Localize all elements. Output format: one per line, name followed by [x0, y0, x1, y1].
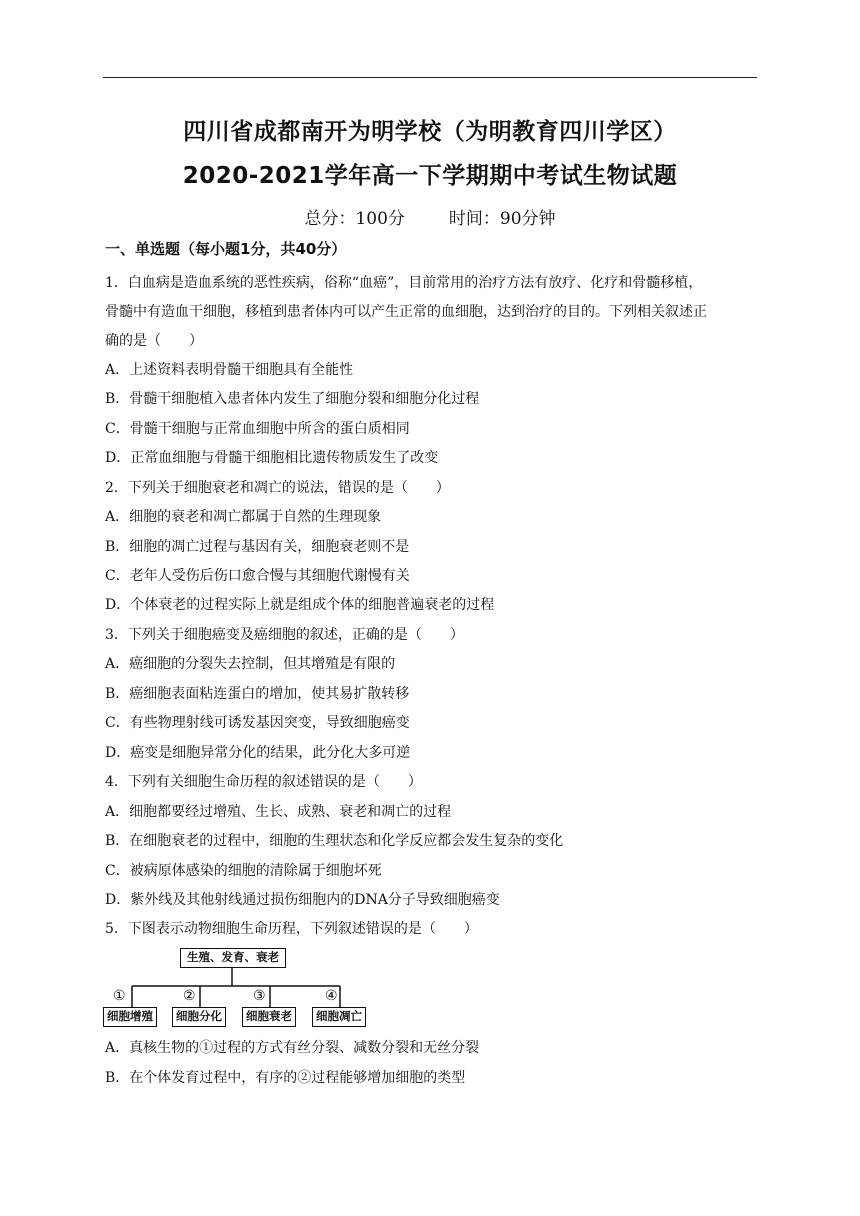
- option-line: B．在细胞衰老的过程中，细胞的生理状态和化学反应都会发生复杂的变化: [105, 833, 564, 849]
- option-line: D．个体衰老的过程实际上就是组成个体的细胞普遍衰老的过程: [105, 597, 495, 613]
- section-heading: 一、单选题（每小题1分，共40分）: [105, 240, 347, 258]
- option-line: C．有些物理射线可诱发基因突变，导致细胞癌变: [105, 715, 410, 731]
- option-line: D．正常血细胞与骨髓干细胞相比遗传物质发生了改变: [105, 450, 439, 466]
- option-line: C．骨髓干细胞与正常血细胞中所含的蛋白质相同: [105, 421, 410, 437]
- question-line: 3．下列关于细胞癌变及癌细胞的叙述，正确的是（ ）: [105, 627, 464, 643]
- document-title-line1: 四川省成都南开为明学校（为明教育四川学区）: [183, 119, 677, 145]
- question-line: 2．下列关于细胞衰老和凋亡的说法，错误的是（ ）: [105, 480, 450, 496]
- diagram-number: ③: [253, 988, 266, 1004]
- option-line: C．老年人受伤后伤口愈合慢与其细胞代谢慢有关: [105, 568, 410, 584]
- option-line: C．被病原体感染的细胞的清除属于细胞坏死: [105, 863, 382, 879]
- diagram-number: ④: [325, 988, 338, 1004]
- option-line: B．骨髓干细胞植入患者体内发生了细胞分裂和细胞分化过程: [105, 391, 480, 407]
- diagram-box-apoptosis: 细胞凋亡: [312, 1007, 366, 1027]
- option-line: A．癌细胞的分裂失去控制，但其增殖是有限的: [105, 656, 396, 672]
- option-line: D．紫外线及其他射线通过损伤细胞内的DNA分子导致细胞癌变: [105, 892, 500, 908]
- exam-time: 时间：90分钟: [448, 209, 556, 229]
- diagram-number: ②: [183, 988, 196, 1004]
- option-line: A．细胞的衰老和凋亡都属于自然的生理现象: [105, 509, 382, 525]
- diagram-top-box: 生殖、发育、衰老: [180, 948, 286, 968]
- question-line: 4．下列有关细胞生命历程的叙述错误的是（ ）: [105, 774, 422, 790]
- question-line: 5．下图表示动物细胞生命历程，下列叙述错误的是（ ）: [105, 921, 478, 937]
- option-line: B．细胞的凋亡过程与基因有关，细胞衰老则不是: [105, 539, 410, 555]
- exam-meta: [0, 204, 860, 229]
- option-line: A．细胞都要经过增殖、生长、成熟、衰老和凋亡的过程: [105, 804, 452, 820]
- text-line: 骨髓中有造血干细胞，移植到患者体内可以产生正常的血细胞，达到治疗的目的。下列相关叙述正: [105, 304, 707, 320]
- text-line: 1．白血病是造血系统的恶性疾病，俗称“血癌”，目前常用的治疗方法有放疗、化疗和骨髓移植，: [105, 275, 703, 291]
- option-line: A．上述资料表明骨髓干细胞具有全能性: [105, 362, 354, 378]
- text-line: 确的是（ ）: [105, 333, 203, 349]
- cell-life-diagram: [100, 946, 370, 1032]
- total-score: 总分：100分: [304, 209, 405, 229]
- header-rule: [103, 77, 757, 78]
- diagram-number: ①: [113, 988, 126, 1004]
- option-line: B．癌细胞表面粘连蛋白的增加，使其易扩散转移: [105, 686, 410, 702]
- diagram-box-proliferation: 细胞增殖: [103, 1007, 157, 1027]
- option-line: B．在个体发育过程中，有序的②过程能够增加细胞的类型: [105, 1070, 466, 1086]
- option-line: A．真核生物的①过程的方式有丝分裂、减数分裂和无丝分裂: [105, 1040, 480, 1056]
- option-line: D．癌变是细胞异常分化的结果，此分化大多可逆: [105, 745, 411, 761]
- diagram-box-differentiation: 细胞分化: [172, 1007, 226, 1027]
- document-title-line2: 2020-2021学年高一下学期期中考试生物试题: [182, 163, 678, 189]
- diagram-box-senescence: 细胞衰老: [242, 1007, 296, 1027]
